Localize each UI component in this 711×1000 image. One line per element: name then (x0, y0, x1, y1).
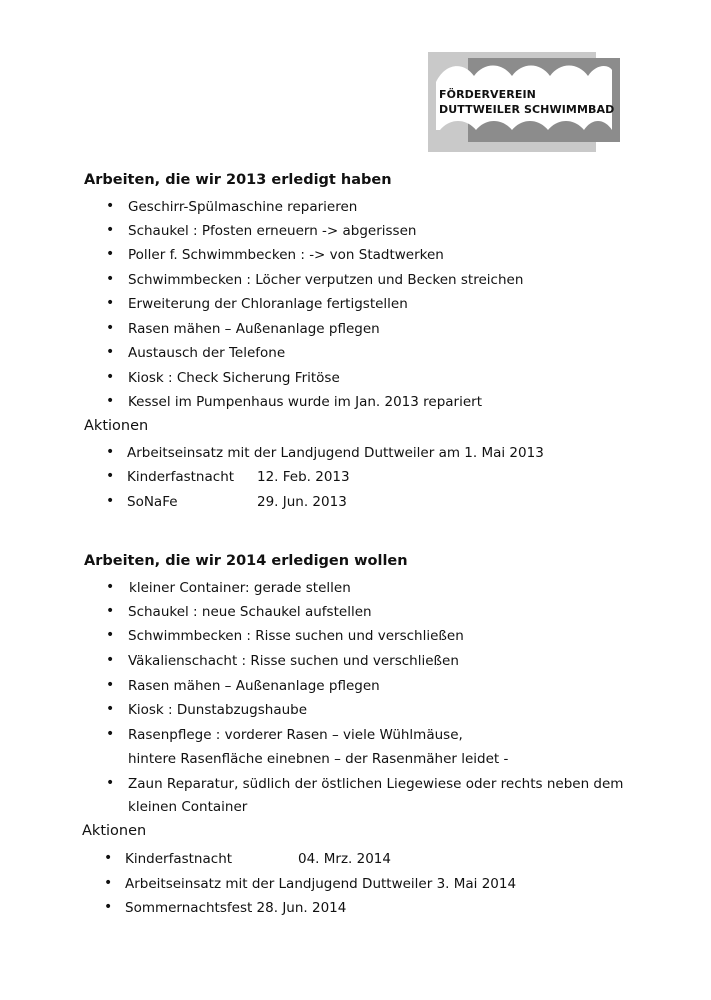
list-item: Rasenpflege : vorderer Rasen – viele Wühlmäuse, (128, 727, 463, 743)
bullet: • (106, 701, 115, 717)
list-item: Poller f. Schwimmbecken : -> von Stadtwerken (128, 247, 444, 263)
list-item: Zaun Reparatur, südlich der östlichen Liegewiese oder rechts neben dem (128, 776, 624, 792)
list-item: Schaukel : Pfosten erneuern -> abgerissen (128, 223, 417, 239)
list-item: Geschirr-Spülmaschine reparieren (128, 199, 358, 215)
list-item-continuation: hintere Rasenfläche einebnen – der Rasenmäher leidet - (128, 751, 509, 767)
bullet: • (106, 393, 115, 409)
aktion-item: Kinderfastnacht (125, 851, 233, 867)
aktion-date: 04. Mrz. 2014 (298, 851, 391, 867)
bullet: • (106, 198, 115, 214)
list-item: Kiosk : Check Sicherung Fritöse (128, 370, 340, 386)
bullet: • (106, 579, 115, 595)
bullet: • (106, 603, 115, 619)
bullet: • (106, 627, 115, 643)
aktion-item: Arbeitseinsatz mit der Landjugend Duttweiler am 1. Mai 2013 (127, 445, 544, 461)
bullet: • (106, 295, 115, 311)
aktion-date: 29. Jun. 2013 (257, 494, 347, 510)
logo-text (439, 87, 614, 117)
list-item: Rasen mähen – Außenanlage pflegen (128, 321, 380, 337)
list-item: Schaukel : neue Schaukel aufstellen (128, 604, 372, 620)
logo-line-2: DUTTWEILER SCHWIMMBAD (439, 103, 615, 116)
aktion-item: SoNaFe (127, 494, 178, 510)
aktion-item: Sommernachtsfest 28. Jun. 2014 (125, 900, 347, 916)
list-item: kleiner Container: gerade stellen (129, 580, 351, 596)
bullet: • (106, 775, 115, 791)
bullet: • (104, 875, 113, 891)
bullet: • (106, 652, 115, 668)
bullet: • (106, 493, 115, 509)
bullet: • (106, 246, 115, 262)
list-item: Austausch der Telefone (128, 345, 286, 361)
bullet: • (106, 677, 115, 693)
aktionen-label-2014: Aktionen (82, 823, 147, 839)
bullet: • (106, 271, 115, 287)
bullet: • (106, 468, 115, 484)
list-item: Kessel im Pumpenhaus wurde im Jan. 2013 repariert (128, 394, 483, 410)
bullet: • (106, 320, 115, 336)
list-item: Väkalienschacht : Risse suchen und verschließen (128, 653, 459, 669)
bullet: • (106, 222, 115, 238)
bullet: • (104, 899, 113, 915)
logo-line-1: FÖRDERVEREIN (439, 88, 536, 101)
aktion-date: 12. Feb. 2013 (257, 469, 350, 485)
aktion-item: Kinderfastnacht (127, 469, 235, 485)
bullet: • (106, 444, 115, 460)
aktion-item: Arbeitseinsatz mit der Landjugend Duttweiler 3. Mai 2014 (125, 876, 517, 892)
list-item: Kiosk : Dunstabzugshaube (128, 702, 308, 718)
list-item-continuation: kleinen Container (128, 799, 248, 815)
heading-2013: Arbeiten, die wir 2013 erledigt haben (84, 172, 392, 188)
bullet: • (106, 369, 115, 385)
list-item: Rasen mähen – Außenanlage pflegen (128, 678, 380, 694)
foerderverein-logo (428, 52, 620, 152)
heading-2014: Arbeiten, die wir 2014 erledigen wollen (84, 553, 408, 569)
list-item: Erweiterung der Chloranlage fertigstellen (128, 296, 408, 312)
list-item: Schwimmbecken : Risse suchen und verschließen (128, 628, 464, 644)
bullet: • (104, 850, 113, 866)
list-item: Schwimmbecken : Löcher verputzen und Becken streichen (128, 272, 524, 288)
aktionen-label-2013: Aktionen (84, 418, 149, 434)
bullet: • (106, 726, 115, 742)
bullet: • (106, 344, 115, 360)
